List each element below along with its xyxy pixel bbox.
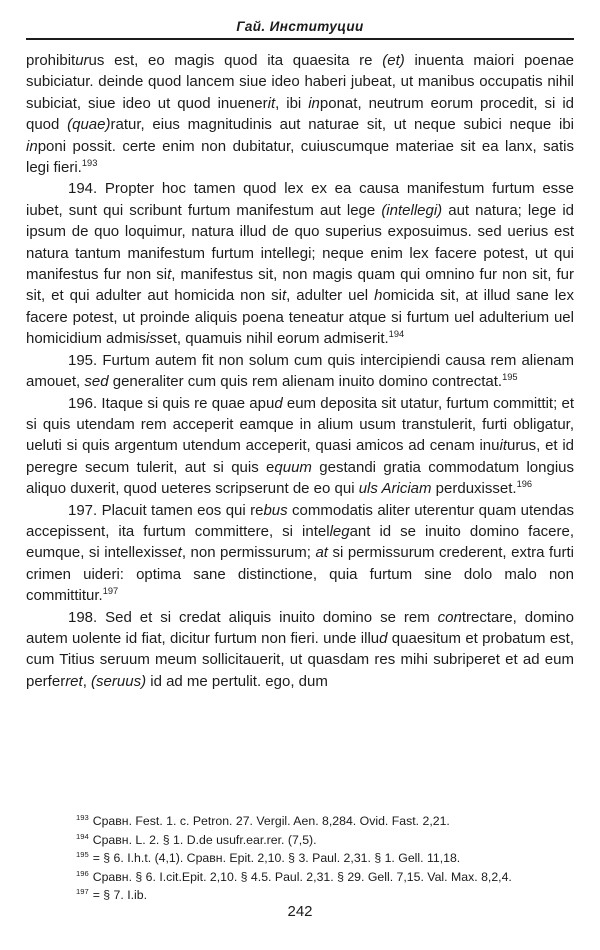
text-segment: omicida sit, at illud sane lex facere potest, ut proinde aliquis poena teneatur atque si furtum uel adulterium uel homicidium admis	[26, 287, 574, 348]
text-segment: t	[167, 266, 172, 284]
footnote	[76, 849, 574, 868]
footnote-ref: 196	[516, 479, 533, 490]
text-segment: perduxisset.	[431, 480, 517, 498]
footnote	[76, 868, 574, 887]
text-segment: , adulter uel	[286, 287, 375, 305]
text-segment: gestandi gratia commodatum longius aliquo duxerit, quod ueteres scripserunt de eo qui	[26, 458, 574, 498]
footnote	[76, 831, 574, 850]
text-segment: trectare, domino autem uolente id fiat, dicitur furtum non fieri. unde illu	[26, 608, 574, 647]
page-number: 242	[287, 903, 313, 920]
footnote-text: = § 6. I.h.t. (4,1). Сравн. Epit. 2,10. § 3. Paul. 2,31. § 1. Gell. 11,18.	[92, 851, 461, 866]
text-segment: inuenta maiori poenae subiciatur. deinde quod lancem siue ideo haberi jubeat, ut manibus occupatis nihil subiciat, siue ideo ut quod inuener	[26, 52, 574, 112]
footnote-number: 193	[76, 812, 89, 822]
text-segment: (et)	[382, 52, 405, 69]
text-segment: (seruus)	[91, 672, 147, 690]
text-segment: aut natura; lege id ipsum de quo loquimur, natura illud de quo superius exposuimus. sed uerius est natura tantum manifestum furtum intellegi; neque enim lex facere potest, ut qui manifestus fur non si	[26, 201, 574, 284]
footnote-text: Сравн. § 6. I.cit.Epit. 2,10. § 4.5. Paul. 2,31. § 29. Gell. 7,15. Val. Max. 8,2,4.	[92, 869, 512, 884]
text-segment: in	[308, 94, 320, 112]
text-segment: quum	[274, 458, 312, 476]
text-segment: si permissurum crederent, extra furti crimen uideri: optima sane distinctione, quia furtum sine dolo malo non committitur.	[26, 544, 574, 605]
text-segment: generaliter cum quis rem alienam inuito domino contrectat.	[108, 373, 503, 391]
text-segment: , non permissurum;	[181, 544, 316, 562]
footnote-ref: 193	[81, 158, 98, 169]
footnote-number: 196	[76, 868, 89, 878]
text-segment: urus, et id peregre secum tulerit, aut si quis e	[26, 437, 574, 476]
footnote-text: Сравн. Fest. 1. c. Petron. 27. Vergil. Aen. 8,284. Ovid. Fast. 2,21.	[92, 814, 450, 828]
text-segment: (intellegi)	[381, 201, 443, 219]
footnote-ref: 195	[502, 372, 518, 383]
paragraph	[26, 393, 574, 500]
text-segment: 198. Sed et si credat aliquis inuito domino se rem	[68, 608, 438, 626]
text-segment: it	[499, 437, 507, 455]
text-segment: t	[177, 544, 182, 562]
text-segment: commodatis aliter uterentur quam utendas accepissent, ita furtum committere, si intel	[26, 501, 574, 540]
text-segment: leg	[329, 522, 350, 540]
paragraph	[26, 50, 574, 178]
text-segment: sed	[84, 373, 109, 391]
text-segment: set, quamuis nihil eorum admiserit.	[156, 330, 389, 348]
text-segment: ,	[82, 672, 92, 690]
text-segment: ret	[65, 672, 83, 690]
text-segment: d	[274, 394, 283, 412]
text-segment: , ibi	[275, 94, 309, 112]
paragraph	[26, 350, 574, 393]
text-segment: t	[282, 287, 287, 305]
text-segment: , manifestus sit, non magis quam qui omnino fur non sit, fur sit, et qui adulter aut homicida non si	[26, 266, 574, 305]
text-segment: 196. Itaque si quis re quae apu	[68, 394, 275, 412]
text-segment: eum deposita sit utatur, furtum committit; et si quis utendam rem acceperit eamque in alium usum transtulerit, furti obligatur, ueluti si quis argentum utendum acceperit, quasi amicos ad cenam inu	[26, 394, 574, 455]
text-segment: bus	[263, 501, 288, 519]
text-segment: ant id se inuito domino facere, eumque, si intellexisse	[26, 522, 575, 562]
text-segment: 197. Placuit tamen eos qui re	[68, 501, 264, 519]
text-segment: is	[146, 330, 157, 348]
text-segment: prohibit	[26, 52, 76, 69]
page-header-title: Гай. Институции	[236, 19, 364, 34]
footnote-text: Сравн. L. 2. § 1. D.de usufr.ear.rer. (7,5).	[92, 832, 317, 847]
footnote-number: 194	[76, 831, 89, 841]
text-segment: id ad me pertulit. ego, dum	[146, 672, 328, 690]
paragraph	[26, 607, 574, 693]
footnote	[76, 812, 574, 831]
text-segment: in	[26, 137, 38, 155]
text-segment: at	[315, 544, 328, 562]
text-segment: con	[437, 608, 462, 626]
paragraph	[26, 178, 574, 349]
footnote-ref: 197	[102, 586, 119, 597]
footnote-ref: 194	[388, 329, 405, 340]
text-segment: us est, eo magis quod ita quaesita re	[88, 52, 383, 69]
text-segment: ur	[75, 52, 89, 69]
text-segment: it	[267, 94, 276, 112]
text-segment: h	[374, 287, 383, 305]
text-segment: ratur, eius magnitudinis aut naturae sit, ut neque subici neque ibi	[110, 116, 574, 134]
text-segment: d	[379, 629, 388, 647]
footnote-number: 195	[76, 850, 89, 860]
text-segment: uls Ariciam	[358, 480, 432, 498]
text-segment: poni possit. certe enim non dubitatur, cuiuscumque materiae sit ea lanx, satis legi fieri.	[26, 137, 574, 177]
paragraph	[26, 500, 574, 607]
page-header	[26, 18, 574, 40]
footnote-text: = § 7. I.ib.	[92, 888, 148, 903]
footnotes	[76, 812, 574, 905]
page-body	[26, 50, 574, 692]
text-segment: (quae)	[67, 116, 111, 134]
text-segment: quaesitum et probatum est, cum Titius seruum meum sollicitauerit, ut quasdam res mihi subriperet et ad eum perfer	[26, 629, 575, 690]
text-segment: 194. Propter hoc tamen quod lex ex ea causa manifestum furtum esse iubet, sunt qui scribunt furtum manifestum aut lege	[26, 180, 574, 219]
text-segment: ponat, neutrum eorum procedit, si id quod	[26, 94, 574, 134]
footnote-number: 197	[76, 887, 89, 897]
text-segment: 195. Furtum autem fit non solum cum quis intercipiendi causa rem alienam amouet,	[26, 351, 574, 391]
